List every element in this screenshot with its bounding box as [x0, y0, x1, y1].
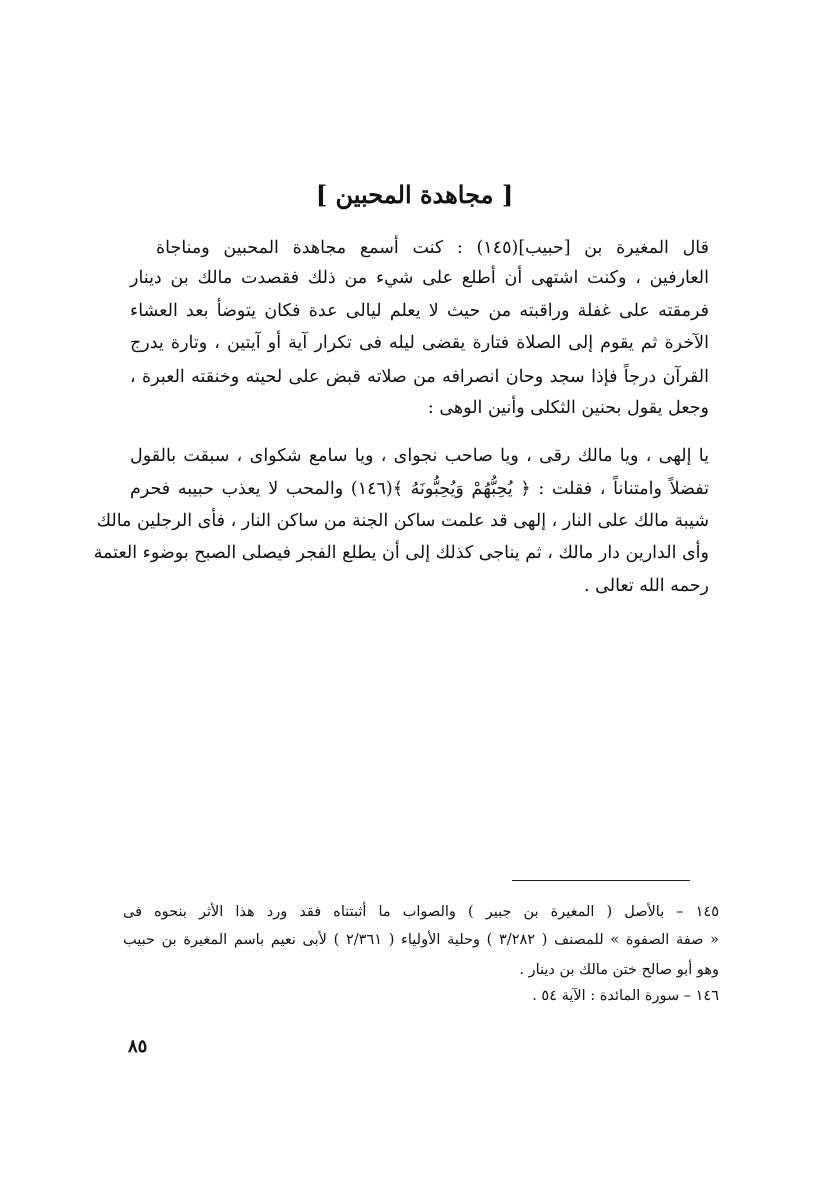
text-line: رحمه الله تعالى .	[584, 576, 709, 596]
text-line: تفضلاً وامتناناً ، فقلت : ﴿ يُحِبُّهُمْ وَيُحِبُّونَهُ ﴾(١٤٦) والمحب لا يعذب حبيبه فحرم	[130, 479, 709, 499]
page-number: ٨٥	[128, 1036, 148, 1057]
text-line: شيبة مالك على النار ، إلهى قد علمت ساكن الجنة من ساكن النار ، فأى الرجلين مالك	[96, 511, 709, 531]
text-line: العارفين ، وكنت اشتهى أن أطلع على شيء من ذلك فقصدت مالك بن دينار	[130, 268, 709, 288]
text-line: يا إلهى ، ويا مالك رقى ، ويا صاحب نجواى ، ويا سامع شكواى ، سبقت بالقول	[130, 446, 709, 466]
text-line: قال المغيرة بن [حبيب](١٤٥) : كنت أسمع مجاهدة المحبين ومناجاة	[156, 238, 709, 258]
text-line: الآخرة ثم يقوم إلى الصلاة فتارة يقضى ليله فى تكرار آية أو آيتين ، وتارة يدرج	[130, 333, 709, 353]
footnote-line: ١٤٦ – سورة المائدة : الآية ٥٤ .	[532, 988, 719, 1004]
section-heading: [ مجاهدة المحبين ]	[315, 180, 514, 209]
footnote-divider	[512, 880, 690, 881]
footnote-line: « صفة الصفوة » للمصنف ( ٣/٢٨٢ ) وحلية الأولياء ( ٢/٣٦١ ) لأبى نعيم باسم المغيرة بن حبيب	[123, 932, 719, 948]
text-line: فرمقته على غفلة وراقبته من حيث لا يعلم ليالى عدة فكان يتوضأ بعد العشاء	[130, 301, 709, 321]
text-line: القرآن درجاً فإذا سجد وحان انصرافه من صلاته قبض على لحيته وخنقته العبرة ،	[130, 367, 709, 387]
text-line: وجعل يقول بحنين الثكلى وأنين الوهى :	[427, 398, 709, 418]
footnote-line: وهو أبو صالح ختن مالك بن دينار .	[519, 962, 719, 978]
footnote-line: ١٤٥ – بالأصل ( المغيرة بن جبير ) والصواب ما أثبتناه فقد ورد هذا الأثر بنحوه فى	[123, 904, 719, 920]
text-line: وأى الدارين دار مالك ، ثم يناجى كذلك إلى أن يطلع الفجر فيصلى الصبح بوضوء العتمة	[93, 543, 709, 563]
